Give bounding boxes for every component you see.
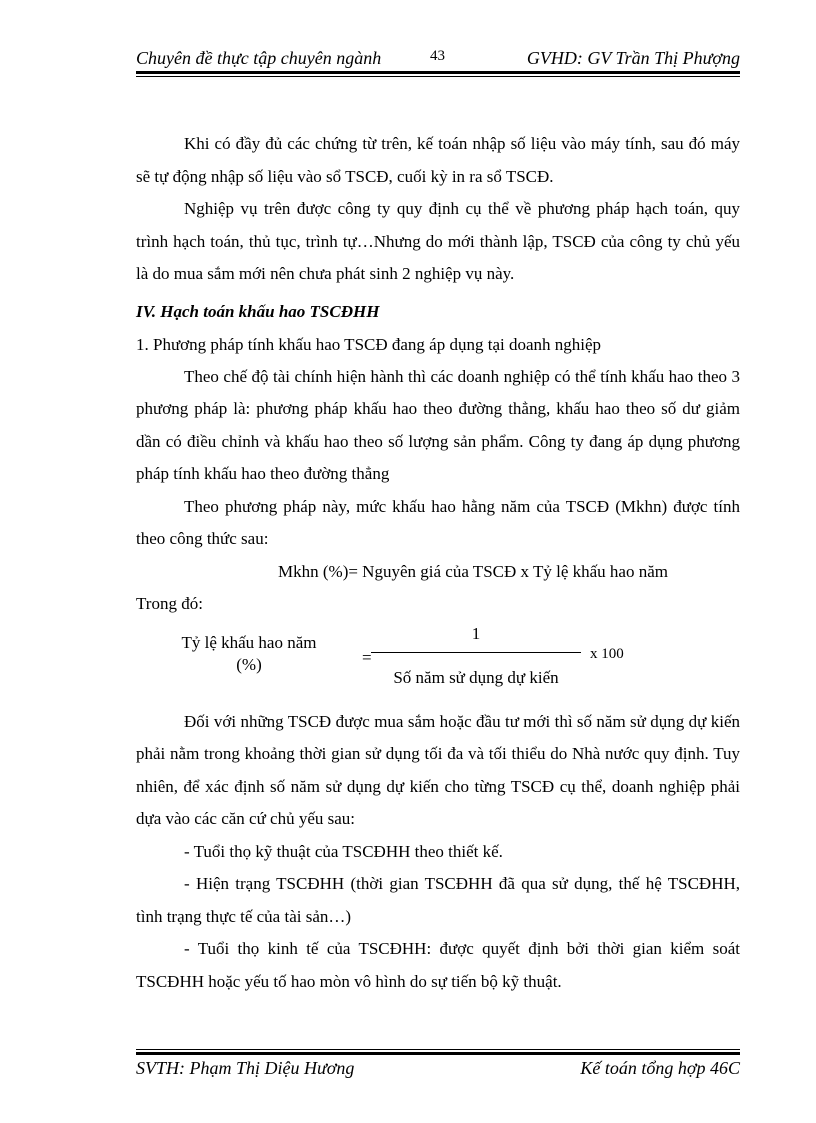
header-advisor: GVHD: GV Trần Thị Phượng: [526, 48, 740, 68]
fraction-label: [172, 632, 326, 676]
paragraph-1: Khi có đầy đủ các chứng từ trên, kế toán nhập số liệu vào máy tính, sau đó máy sẽ tự động nhập số liệu vào sổ TSCĐ, cuối kỳ in ra sổ TSCĐ.: [136, 134, 740, 186]
page-number: 43: [430, 48, 445, 64]
subsection-heading: 1. Phương pháp tính khấu hao TSCĐ đang áp dụng tại doanh nghiệp: [136, 334, 602, 354]
fraction-denominator: Số năm sử dụng dự kiến: [393, 667, 559, 687]
paragraph-3: Theo chế độ tài chính hiện hành thì các doanh nghiệp có thể tính khấu hao theo 3 phương pháp là: phương pháp khấu hao theo đường thẳng, khấu hao theo số dư giảm dần có điều chỉnh và khấu hao theo số lượng sản phẩm. Công ty đang áp dụng phương pháp tính khấu hao theo đường thẳng: [136, 366, 740, 483]
fraction-label-line1: Tỷ lệ khấu hao năm: [181, 632, 317, 652]
header-rule-thick: [136, 71, 740, 74]
fraction-label-line2: (%): [236, 654, 262, 674]
fraction-multiplier: x 100: [590, 645, 624, 662]
bullet-2: - Hiện trạng TSCĐHH (thời gian TSCĐHH đã qua sử dụng, thế hệ TSCĐHH, tình trạng thực tế của tài sản…): [136, 874, 740, 926]
document-body: [136, 128, 740, 998]
section-heading: IV. Hạch toán khấu hao TSCĐHH: [136, 301, 380, 321]
footer-student: SVTH: Phạm Thị Diệu Hương: [136, 1058, 355, 1078]
fraction-bar: [371, 652, 581, 653]
footer-class: Kế toán tổng hợp 46C: [580, 1058, 740, 1078]
footer-rule-thin: [136, 1049, 740, 1050]
paragraph-4: Theo phương pháp này, mức khấu hao hằng năm của TSCĐ (Mkhn) được tính theo công thức sau:: [136, 496, 740, 548]
paragraph-5: Đối với những TSCĐ được mua sắm hoặc đầu tư mới thì số năm sử dụng dự kiến phải nằm trong khoảng thời gian sử dụng tối đa và tối thiểu do Nhà nước quy định. Tuy nhiên, để xác định số năm sử dụng dự kiến cho từng TSCĐ cụ thể, doanh nghiệp phải dựa vào các căn cứ chủ yếu sau:: [136, 711, 740, 828]
fraction-equals: =: [362, 647, 372, 667]
page-header: [136, 44, 740, 74]
footer-rule-thick: [136, 1052, 740, 1055]
paragraph-2: Nghiệp vụ trên được công ty quy định cụ thể về phương pháp hạch toán, quy trình hạch toán, thủ tục, trình tự…Nhưng do mới thành lập, TSCĐ của công ty chủ yếu là do mua sắm mới nên chưa phát sinh 2 nghiệp vụ này.: [136, 199, 740, 283]
fraction-numerator: 1: [471, 623, 481, 643]
bullet-1: - Tuổi thọ kỹ thuật của TSCĐHH theo thiết kế.: [184, 841, 503, 861]
bullet-3: - Tuổi thọ kinh tế của TSCĐHH: được quyết định bởi thời gian kiểm soát TSCĐHH hoặc yếu tố hao mòn vô hình do sự tiến bộ kỹ thuật.: [136, 939, 740, 991]
rate-fraction: [136, 624, 740, 700]
header-title: Chuyên đề thực tập chuyên ngành: [136, 48, 382, 68]
depreciation-formula: Mkhn (%)= Nguyên giá của TSCĐ x Tỷ lệ khấu hao năm: [278, 561, 668, 581]
trong-do-label: Trong đó:: [136, 593, 203, 613]
header-rule-thin: [136, 76, 740, 77]
